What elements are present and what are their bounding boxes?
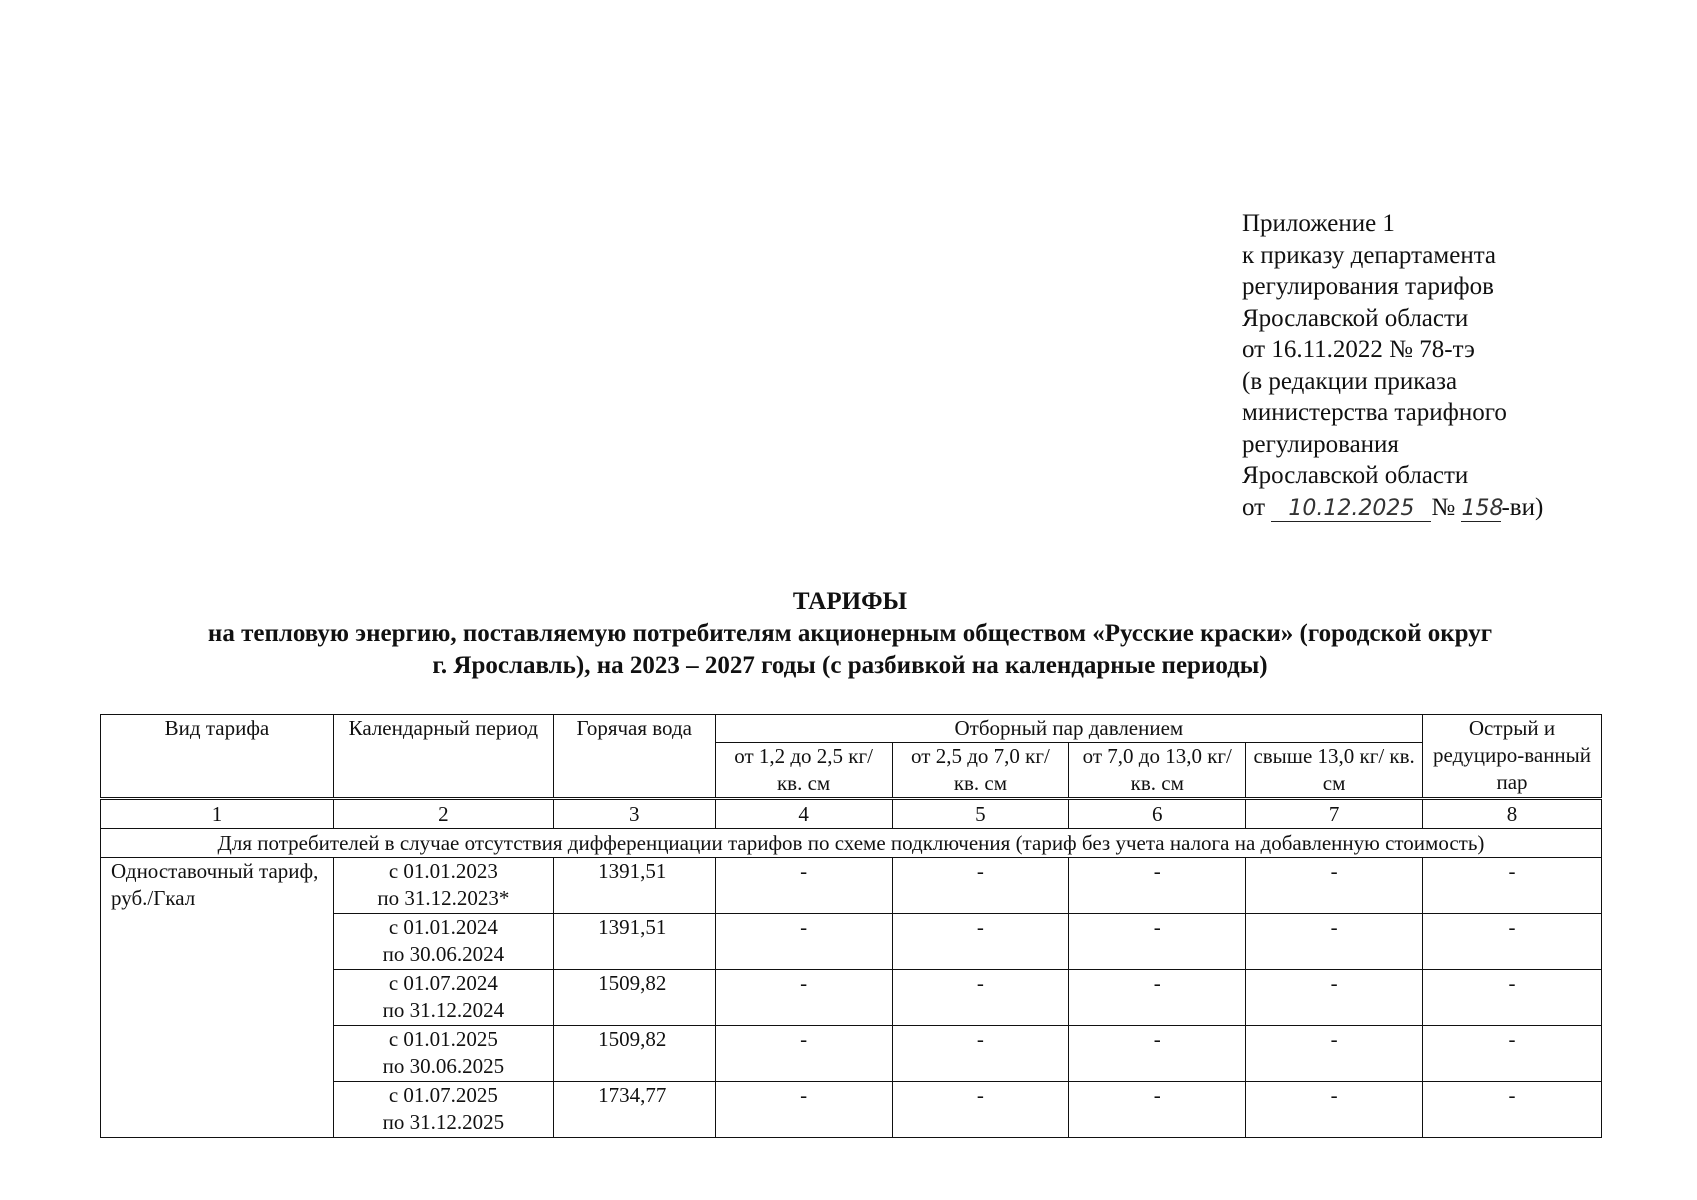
steam-3-value: - (1069, 1082, 1246, 1138)
header-period: Календарный период (333, 715, 553, 799)
steam-2-value: - (892, 970, 1069, 1026)
appendix-line: (в редакции приказа (1242, 367, 1458, 395)
period-to: по 31.12.2023* (377, 886, 510, 910)
steam-2-value: - (892, 858, 1069, 914)
appendix-line: Ярославской области (1242, 462, 1469, 489)
header-steam-1: от 1,2 до 2,5 кг/ кв. см (715, 743, 892, 799)
tariff-table (100, 714, 1602, 1138)
column-number: 3 (553, 799, 715, 829)
steam-1-value: - (715, 1026, 892, 1082)
period-from: с 01.07.2025 (388, 1083, 498, 1107)
column-number: 2 (333, 799, 553, 829)
steam-4-value: - (1246, 858, 1423, 914)
period-from: с 01.01.2023 (388, 859, 498, 883)
document-title (100, 586, 1600, 682)
steam-2-value: - (892, 1082, 1069, 1138)
appendix-line: Приложение 1 (1242, 210, 1395, 237)
appendix-date-prefix: от (1242, 493, 1266, 521)
header-steam-4: свыше 13,0 кг/ кв. см (1246, 743, 1423, 799)
steam-1-value: - (715, 858, 892, 914)
period-to: по 31.12.2024 (382, 998, 505, 1022)
sharp-steam-value: - (1423, 914, 1602, 970)
appendix-line: регулирования тарифов (1242, 273, 1494, 300)
sharp-steam-value: - (1423, 1026, 1602, 1082)
appendix-line: к приказу департамента (1242, 241, 1497, 269)
header-steam: Отборный пар давлением (715, 715, 1422, 743)
appendix-block (1242, 208, 1543, 523)
hot-water-value: 1509,82 (553, 970, 715, 1026)
handwritten-date: 10.12.2025 (1271, 497, 1431, 522)
hot-water-value: 1391,51 (553, 858, 715, 914)
hot-water-value: 1509,82 (553, 1026, 715, 1082)
appendix-line: Ярославской области (1242, 304, 1469, 332)
period-from: с 01.07.2024 (388, 971, 498, 995)
steam-3-value: - (1069, 1026, 1246, 1082)
header-sharp-steam: Острый и редуциро-ванный пар (1423, 715, 1602, 799)
steam-3-value: - (1069, 970, 1246, 1026)
sharp-steam-value: - (1423, 1082, 1602, 1138)
period-to: по 31.12.2025 (382, 1110, 505, 1134)
appendix-date-line (1242, 492, 1543, 524)
period-cell (333, 1026, 553, 1082)
header-hot-water: Горячая вода (553, 715, 715, 799)
period-to: по 30.06.2024 (382, 942, 505, 966)
header-kind: Вид тарифа (101, 715, 334, 799)
column-number: 7 (1246, 799, 1423, 829)
appendix-date-suffix: -ви) (1501, 493, 1544, 521)
steam-3-value: - (1069, 914, 1246, 970)
steam-4-value: - (1246, 1082, 1423, 1138)
period-cell (333, 858, 553, 914)
column-number: 4 (715, 799, 892, 829)
appendix-line: министерства тарифного (1242, 399, 1507, 426)
title-main: ТАРИФЫ (792, 588, 908, 615)
column-number: 1 (101, 799, 334, 829)
appendix-line: регулирования (1242, 430, 1399, 458)
steam-1-value: - (715, 914, 892, 970)
header-steam-2: от 2,5 до 7,0 кг/ кв. см (892, 743, 1069, 799)
steam-3-value: - (1069, 858, 1246, 914)
steam-2-value: - (892, 914, 1069, 970)
period-from: с 01.01.2024 (388, 915, 498, 939)
sharp-steam-value: - (1423, 858, 1602, 914)
sharp-steam-value: - (1423, 970, 1602, 1026)
column-number: 6 (1069, 799, 1246, 829)
hot-water-value: 1391,51 (553, 914, 715, 970)
steam-4-value: - (1246, 1026, 1423, 1082)
period-cell (333, 1082, 553, 1138)
header-steam-3: от 7,0 до 13,0 кг/ кв. см (1069, 743, 1246, 799)
period-cell (333, 914, 553, 970)
steam-2-value: - (892, 1026, 1069, 1082)
period-from: с 01.01.2025 (388, 1027, 498, 1051)
title-line-2: г. Ярославль), на 2023 – 2027 годы (с разбивкой на календарные периоды) (432, 652, 1268, 679)
column-number: 5 (892, 799, 1069, 829)
steam-4-value: - (1246, 914, 1423, 970)
table-row (101, 858, 1602, 914)
title-line-1: на тепловую энергию, поставляемую потребителям акционерным обществом «Русские краски» (городской округ (207, 620, 1493, 647)
steam-4-value: - (1246, 970, 1423, 1026)
section-row (101, 829, 1602, 858)
column-number-row (101, 799, 1602, 829)
header-row (101, 715, 1602, 743)
tariff-kind: Одноставочный тариф, руб./Гкал (101, 858, 334, 1138)
appendix-line: от 16.11.2022 № 78-тэ (1242, 336, 1475, 363)
period-cell (333, 970, 553, 1026)
steam-1-value: - (715, 970, 892, 1026)
section-title: Для потребителей в случае отсутствия дифференциации тарифов по схеме подключения (тариф без учета налога на добавленную стоимость) (101, 829, 1602, 858)
steam-1-value: - (715, 1082, 892, 1138)
number-sign: № (1431, 493, 1456, 521)
hot-water-value: 1734,77 (553, 1082, 715, 1138)
handwritten-number: 158 (1461, 495, 1504, 521)
column-number: 8 (1423, 799, 1602, 829)
period-to: по 30.06.2025 (382, 1054, 505, 1078)
